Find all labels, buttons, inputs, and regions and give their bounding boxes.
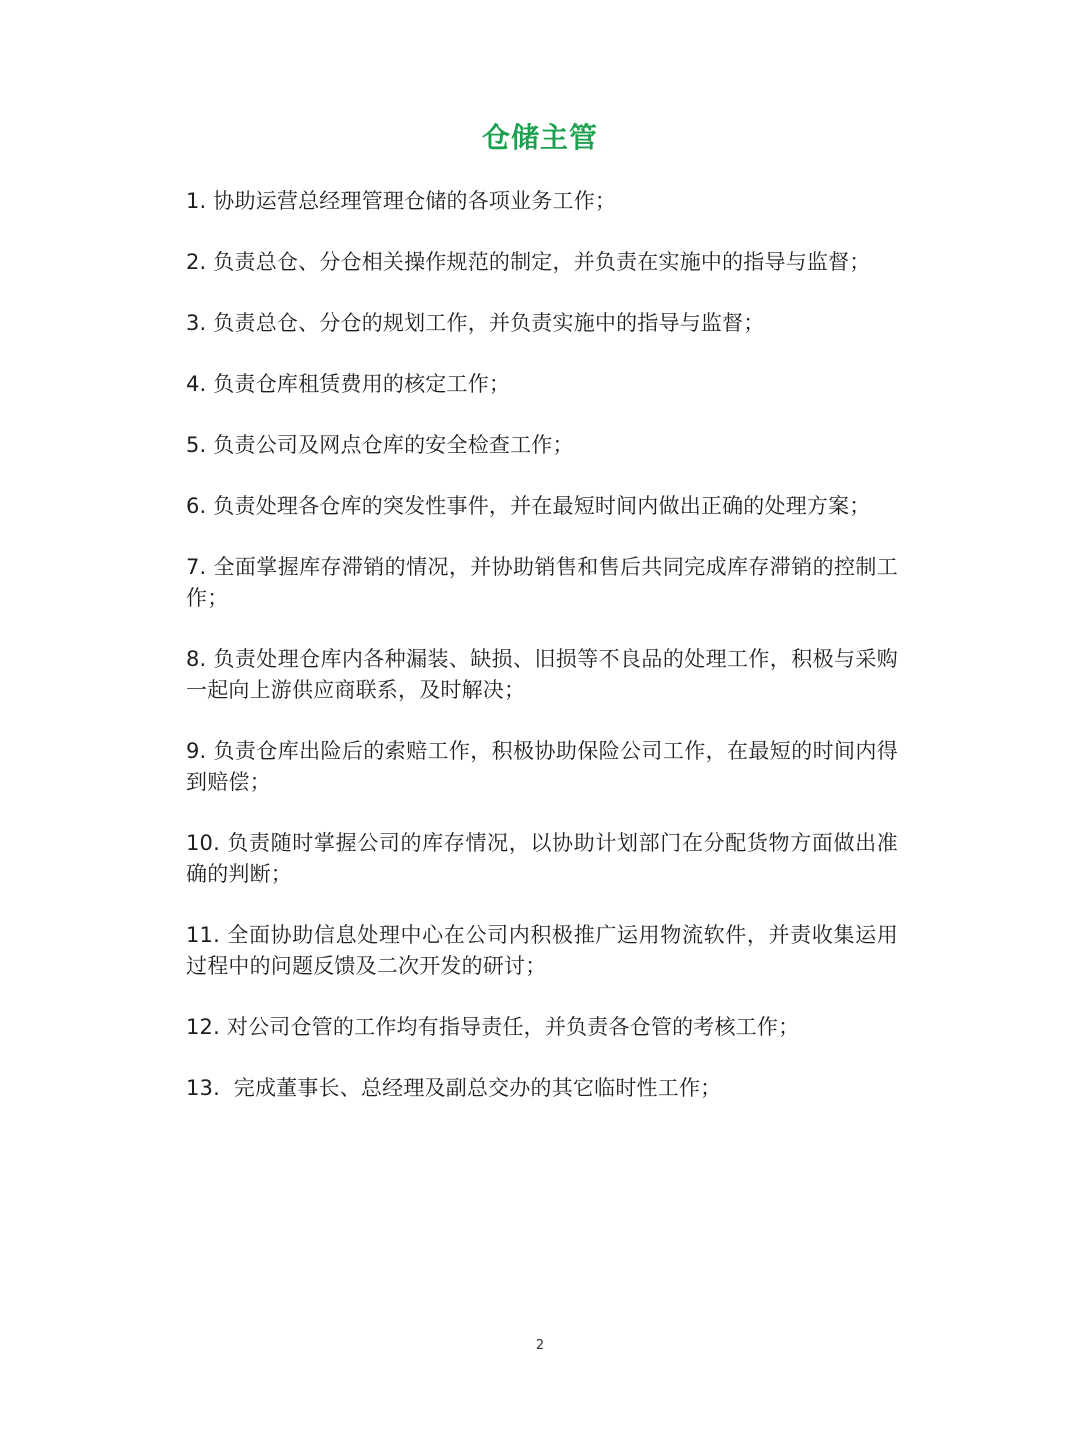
- list-item: 2. 负责总仓、分仓相关操作规范的制定，并负责在实施中的指导与监督；: [186, 250, 871, 274]
- list-item: 8. 负责处理仓库内各种漏装、缺损、旧损等不良品的处理工作，积极与采购一起向上游供应商联系，及时解决；: [186, 647, 898, 702]
- list-item: 7. 全面掌握库存滞销的情况，并协助销售和售后共同完成库存滞销的控制工作；: [186, 555, 898, 610]
- list-item: 6. 负责处理各仓库的突发性事件，并在最短时间内做出正确的处理方案；: [186, 494, 871, 518]
- list-item: 5. 负责公司及网点仓库的安全检查工作；: [186, 433, 574, 457]
- list-item: 12. 对公司仓管的工作均有指导责任，并负责各仓管的考核工作；: [186, 1015, 800, 1039]
- page-title: 仓储主管: [481, 121, 598, 154]
- list-item: 13. 完成董事长、总经理及副总交办的其它临时性工作；: [186, 1076, 722, 1100]
- list-item: 10. 负责随时掌握公司的库存情况，以协助计划部门在分配货物方面做出准确的判断；: [186, 831, 898, 886]
- list-item: 3. 负责总仓、分仓的规划工作，并负责实施中的指导与监督；: [186, 311, 765, 335]
- duty-list: [186, 186, 898, 1134]
- list-item: 11. 全面协助信息处理中心在公司内积极推广运用物流软件，并责收集运用过程中的问题反馈及二次开发的研讨；: [186, 923, 898, 978]
- page-number: 2: [535, 1338, 545, 1353]
- list-item: 9. 负责仓库出险后的索赔工作，积极协助保险公司工作，在最短的时间内得到赔偿；: [186, 739, 898, 794]
- list-item: 4. 负责仓库租赁费用的核定工作；: [186, 372, 511, 396]
- list-item: 1. 协助运营总经理管理仓储的各项业务工作；: [186, 189, 617, 213]
